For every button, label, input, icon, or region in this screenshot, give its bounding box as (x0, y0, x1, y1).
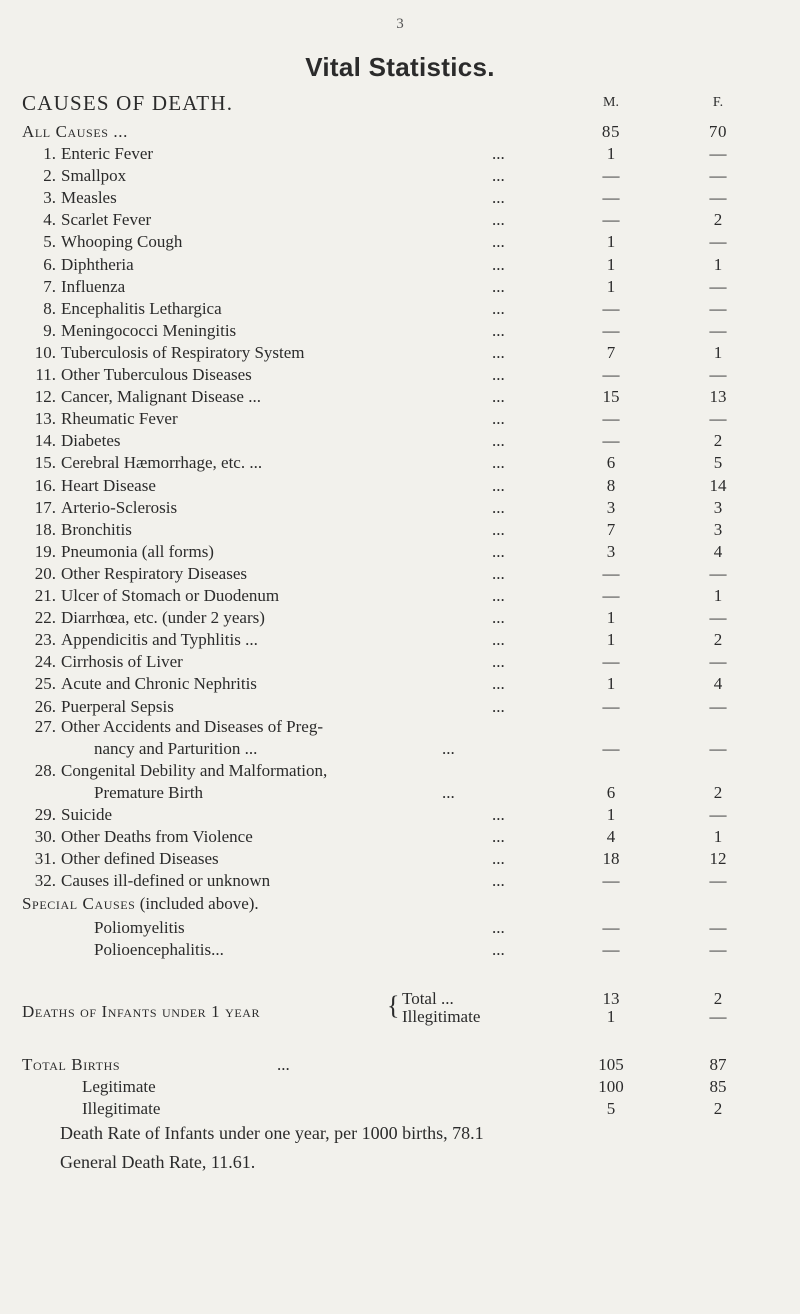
cause-m: — (602, 365, 620, 384)
cause-f: — (709, 298, 727, 318)
left-brace-icon: { (387, 991, 400, 1020)
cause-label: Suicide (61, 805, 112, 824)
cause-label: Poliomyelitis (94, 918, 185, 937)
cause-m: — (602, 188, 620, 208)
leader-dots: ... (492, 387, 505, 407)
cause-label-cont: nancy and Parturition ... (94, 739, 258, 758)
cause-m: — (602, 696, 620, 716)
cause-label: Cancer, Malignant Disease ... (61, 387, 261, 407)
cause-row (22, 386, 782, 408)
births-legit-f: 85 (709, 1077, 727, 1096)
leader-dots: ... (492, 232, 505, 252)
cause-m: — (602, 739, 620, 758)
births-label: Total Births (22, 1055, 121, 1074)
cause-row (22, 143, 782, 165)
cause-number: 9. (43, 320, 56, 340)
cause-label: Causes ill-defined or unknown (61, 871, 271, 890)
cause-label: Other Accidents and Diseases of Preg- (61, 717, 324, 736)
births-legit-row (22, 1076, 782, 1098)
cause-number: 10. (34, 342, 56, 362)
cause-row (22, 276, 782, 298)
leader-dots: ... (442, 783, 455, 802)
infant-death-rate: Death Rate of Infants under one year, per 1000 births, 78.1 (60, 1123, 484, 1143)
cause-row (22, 917, 782, 939)
cause-f: 5 (713, 453, 723, 473)
infants-illeg-m: 1 (606, 1007, 616, 1026)
cause-number: 3. (43, 188, 56, 208)
births-legit-label: Legitimate (82, 1077, 156, 1096)
leader-dots: ... (492, 320, 505, 340)
special-heading-text (22, 893, 259, 915)
leader-dots: ... (492, 431, 505, 451)
special-heading-sc: Special Causes (22, 894, 136, 913)
cause-m: — (602, 320, 620, 340)
special-heading (22, 893, 782, 915)
leader-dots: ... (277, 1055, 290, 1074)
cause-m: — (602, 166, 620, 186)
cause-number: 22. (34, 608, 56, 628)
births-illeg-f: 2 (713, 1099, 723, 1118)
cause-label: Diarrhœa, etc. (under 2 years) (61, 608, 265, 628)
cause-label: Tuberculosis of Respiratory System (61, 342, 305, 362)
cause-label: Appendicitis and Typhlitis ... (61, 630, 258, 650)
cause-row (22, 209, 782, 231)
cause-m: 7 (606, 519, 616, 539)
cause-row (22, 519, 782, 541)
leader-dots: ... (492, 608, 505, 628)
cause-row (22, 651, 782, 673)
infants-total-f: 2 (713, 989, 723, 1008)
cause-number: 14. (34, 431, 56, 451)
cause-row (22, 187, 782, 209)
leader-dots: ... (492, 342, 505, 362)
leader-dots: ... (442, 739, 455, 758)
cause-row (22, 939, 782, 961)
cause-m: 7 (606, 342, 616, 362)
cause-row (22, 408, 782, 430)
cause-m: 8 (606, 475, 616, 495)
cause-number: 28. (34, 761, 56, 780)
col-female-header: F. (712, 95, 724, 110)
cause-row-28-a (22, 760, 782, 782)
cause-number: 23. (34, 630, 56, 650)
cause-row-27-a (22, 716, 782, 738)
leader-dots: ... (492, 696, 505, 716)
cause-number: 12. (34, 387, 56, 407)
cause-m: — (602, 586, 620, 605)
cause-label: Acute and Chronic Nephritis (61, 674, 257, 694)
cause-row (22, 298, 782, 320)
cause-row (22, 320, 782, 342)
cause-row-27-b (22, 738, 782, 760)
page-number: 3 (396, 16, 404, 32)
births-illeg-label: Illegitimate (82, 1099, 161, 1118)
cause-row (22, 870, 782, 892)
cause-number: 32. (34, 871, 56, 890)
cause-label: Enteric Fever (61, 144, 154, 163)
cause-row (22, 165, 782, 187)
cause-row (22, 497, 782, 519)
cause-m: — (602, 563, 620, 583)
cause-f: 13 (709, 387, 727, 407)
cause-f: 2 (713, 630, 723, 650)
cause-label: Scarlet Fever (61, 210, 152, 230)
cause-label: Pneumonia (all forms) (61, 541, 214, 561)
cause-f: — (709, 940, 727, 959)
cause-f: 3 (713, 497, 723, 517)
cause-number: 8. (43, 298, 56, 318)
cause-f: — (709, 871, 727, 890)
cause-f: 3 (713, 519, 723, 539)
cause-number: 15. (34, 453, 56, 473)
cause-f: 12 (709, 849, 727, 868)
cause-f: 1 (713, 827, 723, 846)
infants-row (22, 989, 782, 1026)
leader-dots: ... (492, 630, 505, 650)
cause-row (22, 541, 782, 563)
leader-dots: ... (492, 298, 505, 318)
cause-number: 7. (43, 276, 56, 296)
leader-dots: ... (492, 541, 505, 561)
cause-number: 4. (43, 210, 56, 230)
births-legit-m: 100 (598, 1077, 624, 1096)
births-total-row (22, 1054, 782, 1076)
cause-row (22, 848, 782, 870)
cause-row (22, 696, 782, 718)
cause-row-28-b (22, 782, 782, 804)
cause-f: — (709, 805, 727, 824)
leader-dots: ... (492, 652, 505, 672)
births-total-f: 87 (709, 1055, 727, 1074)
cause-m: 1 (606, 630, 616, 650)
births-total-m: 105 (598, 1055, 624, 1074)
cause-f: — (709, 188, 727, 208)
leader-dots: ... (492, 453, 505, 473)
cause-m: — (602, 652, 620, 672)
cause-label: Influenza (61, 276, 126, 296)
cause-m: — (602, 409, 620, 429)
causes-title: CAUSES OF DEATH. (22, 91, 234, 115)
infants-illeg-f: — (709, 1007, 727, 1026)
cause-number: 24. (34, 652, 56, 672)
cause-number: 11. (35, 365, 56, 384)
cause-number: 13. (34, 409, 56, 429)
infants-illeg-label: Illegitimate (402, 1007, 481, 1026)
cause-row (22, 364, 782, 386)
cause-row (22, 607, 782, 629)
cause-number: 18. (34, 519, 56, 539)
cause-f: — (709, 409, 727, 429)
cause-label: Other Tuberculous Diseases (61, 365, 252, 384)
cause-f: — (709, 276, 727, 296)
leader-dots: ... (492, 563, 505, 583)
cause-m: 4 (606, 827, 616, 846)
cause-label: Puerperal Sepsis (61, 696, 174, 716)
cause-label: Diabetes (61, 431, 121, 451)
cause-label: Cerebral Hæmorrhage, etc. ... (61, 453, 263, 473)
general-death-rate: General Death Rate, 11.61. (60, 1152, 256, 1172)
births-illeg-m: 5 (606, 1099, 616, 1118)
cause-row (22, 475, 782, 497)
cause-f: — (709, 739, 727, 758)
cause-m: 6 (606, 783, 616, 802)
cause-f: — (709, 652, 727, 672)
cause-row (22, 342, 782, 364)
leader-dots: ... (492, 166, 505, 186)
leader-dots: ... (492, 475, 505, 495)
cause-label: Diphtheria (61, 254, 134, 274)
cause-label: Bronchitis (61, 519, 132, 539)
cause-label-cont: Premature Birth (94, 783, 204, 802)
cause-label: Encephalitis Lethargica (61, 298, 222, 318)
cause-m: 3 (606, 541, 616, 561)
cause-label: Ulcer of Stomach or Duodenum (61, 586, 280, 605)
leader-dots: ... (492, 276, 505, 296)
cause-row (22, 804, 782, 826)
cause-label: Other defined Diseases (61, 849, 219, 868)
cause-m: 1 (606, 232, 616, 252)
cause-label: Cirrhosis of Liver (61, 652, 183, 672)
cause-number: 26. (34, 696, 56, 716)
cause-label: Smallpox (61, 166, 127, 186)
cause-f: 14 (709, 475, 727, 495)
cause-m: 18 (602, 849, 620, 868)
infants-total-label: Total ... (402, 989, 454, 1008)
leader-dots: ... (492, 497, 505, 517)
cause-label: Other Deaths from Violence (61, 827, 253, 846)
leader-dots: ... (492, 674, 505, 694)
all-causes-m: 85 (601, 122, 621, 141)
cause-row (22, 231, 782, 253)
cause-number: 5. (43, 232, 56, 252)
cause-number: 6. (43, 254, 56, 274)
cause-f: 4 (713, 674, 723, 694)
cause-m: 1 (606, 276, 616, 296)
cause-label: Whooping Cough (61, 232, 183, 252)
cause-m: 6 (606, 453, 616, 473)
leader-dots: ... (492, 188, 505, 208)
cause-row (22, 254, 782, 276)
cause-m: — (602, 298, 620, 318)
all-causes-row (22, 121, 782, 143)
cause-row (22, 673, 782, 695)
cause-f: 2 (713, 210, 723, 230)
cause-label: Measles (61, 188, 117, 208)
cause-m: 1 (606, 608, 616, 628)
all-causes-f: 70 (708, 122, 728, 141)
cause-label: Rheumatic Fever (61, 409, 178, 429)
cause-m: — (602, 431, 620, 451)
cause-m: 15 (602, 387, 620, 407)
infants-total-m: 13 (602, 989, 620, 1008)
cause-f: — (709, 232, 727, 252)
leader-dots: ... (492, 365, 505, 384)
leader-dots: ... (492, 254, 505, 274)
cause-m: 1 (606, 254, 616, 274)
cause-m: — (602, 210, 620, 230)
cause-f: — (709, 696, 727, 716)
leader-dots: ... (492, 519, 505, 539)
cause-f: — (709, 320, 727, 340)
cause-row (22, 629, 782, 651)
cause-m: 1 (606, 805, 616, 824)
leader-dots: ... (492, 827, 505, 846)
cause-f: — (709, 144, 727, 163)
cause-row (22, 452, 782, 474)
cause-number: 1. (43, 144, 56, 163)
leader-dots: ... (492, 849, 505, 868)
cause-row (22, 563, 782, 585)
cause-number: 30. (34, 827, 56, 846)
cause-f: 4 (713, 541, 723, 561)
all-causes-label: All Causes ... (22, 122, 128, 141)
cause-f: 2 (713, 431, 723, 451)
special-heading-rest: (included above). (135, 894, 259, 913)
cause-f: — (709, 365, 727, 384)
cause-f: 1 (713, 342, 723, 362)
leader-dots: ... (492, 918, 505, 937)
cause-label: Polioencephalitis... (94, 940, 224, 959)
cause-number: 31. (34, 849, 56, 868)
cause-number: 27. (34, 717, 56, 736)
cause-f: — (709, 608, 727, 628)
cause-f: — (709, 166, 727, 186)
cause-m: 3 (606, 497, 616, 517)
cause-label: Arterio-Sclerosis (61, 497, 178, 517)
cause-number: 19. (34, 541, 56, 561)
cause-number: 20. (34, 563, 56, 583)
page-title: Vital Statistics. (305, 52, 495, 82)
cause-f: 2 (713, 783, 723, 802)
cause-row (22, 826, 782, 848)
cause-label: Heart Disease (61, 475, 156, 495)
cause-number: 25. (34, 674, 56, 694)
cause-m: — (602, 871, 620, 890)
cause-m: — (602, 918, 620, 937)
leader-dots: ... (492, 940, 505, 959)
births-illeg-row (22, 1098, 782, 1120)
leader-dots: ... (492, 805, 505, 824)
cause-label: Congenital Debility and Malformation, (61, 761, 328, 780)
leader-dots: ... (492, 871, 505, 890)
cause-f: 1 (713, 586, 723, 605)
cause-number: 2. (43, 166, 56, 186)
cause-number: 17. (34, 497, 56, 517)
infants-label: Deaths of Infants under 1 year (22, 1002, 261, 1021)
causes-header (22, 91, 782, 117)
cause-number: 29. (34, 805, 56, 824)
cause-row (22, 585, 782, 607)
col-male-header: M. (603, 95, 619, 110)
leader-dots: ... (492, 409, 505, 429)
cause-row (22, 430, 782, 452)
cause-f: — (709, 563, 727, 583)
cause-label: Other Respiratory Diseases (61, 563, 248, 583)
leader-dots: ... (492, 210, 505, 230)
cause-m: 1 (606, 144, 616, 163)
cause-number: 16. (34, 475, 56, 495)
cause-label: Meningococci Meningitis (61, 320, 237, 340)
cause-m: 1 (606, 674, 616, 694)
leader-dots: ... (492, 144, 505, 163)
cause-f: — (709, 918, 727, 937)
cause-m: — (602, 940, 620, 959)
leader-dots: ... (492, 586, 505, 605)
cause-number: 21. (34, 586, 56, 605)
cause-f: 1 (713, 254, 723, 274)
